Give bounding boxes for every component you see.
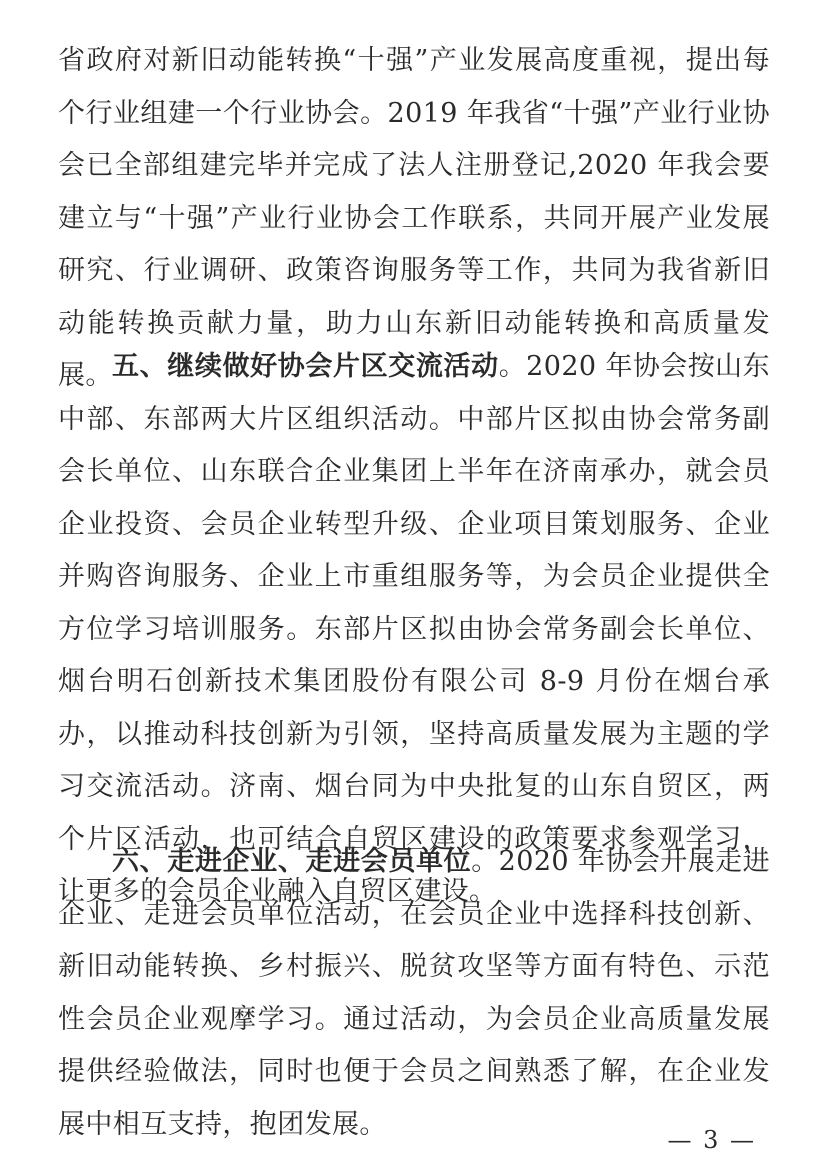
paragraph-text: 。2020 年协会开展走进企业、走进会员单位活动，在会员企业中选择科技创新、新旧动能转换、乡村振兴、脱贫攻坚等方面有特色、示范性会员企业观摩学习。通过活动，为会员企业高质量发展提供经验做法，同时也便于会员之间熟悉了解，在企业发展中相互支持，抱团发展。	[58, 846, 770, 1140]
paragraph-regional-exchange	[58, 341, 770, 919]
section-heading-6: 六、走进企业、走进会员单位	[112, 846, 472, 877]
section-heading-5: 五、继续做好协会片区交流活动	[112, 351, 499, 382]
paragraph-body	[58, 341, 770, 919]
paragraph-visit-enterprises	[58, 836, 770, 1151]
paragraph-text: 。2020 年协会按山东中部、东部两大片区组织活动。中部片区拟由协会常务副会长单位、山东联合企业集团上半年在济南承办，就会员企业投资、会员企业转型升级、企业项目策划服务、企业并购咨询服务、企业上市重组服务等，为会员企业提供全方位学习培训服务。东部片区拟由协会常务副会长单位、烟台明石创新技术集团股份有限公司 8-9 月份在烟台承办，以推动科技创新为引领，坚持高质量发展为主题的学习交流活动。济南、烟台同为中央批复的山东自贸区，两个片区活动，也可结合自贸区建设的政策要求参观学习，让更多的会员企业融入自贸区建设。	[58, 351, 770, 907]
paragraph-body	[58, 836, 770, 1151]
page-number: — 3 —	[667, 1126, 756, 1154]
paragraph-body: 省政府对新旧动能转换“十强”产业发展高度重视，提出每个行业组建一个行业协会。2019 年我省“十强”产业行业协会已全部组建完毕并完成了法人注册登记,2020 年我会要建立与“十强”产业行业协会工作联系，共同开展产业发展研究、行业调研、政策咨询服务等工作，共同为我省新旧动能转换贡献力量，助力山东新旧动能转换和高质量发展。	[58, 45, 770, 391]
